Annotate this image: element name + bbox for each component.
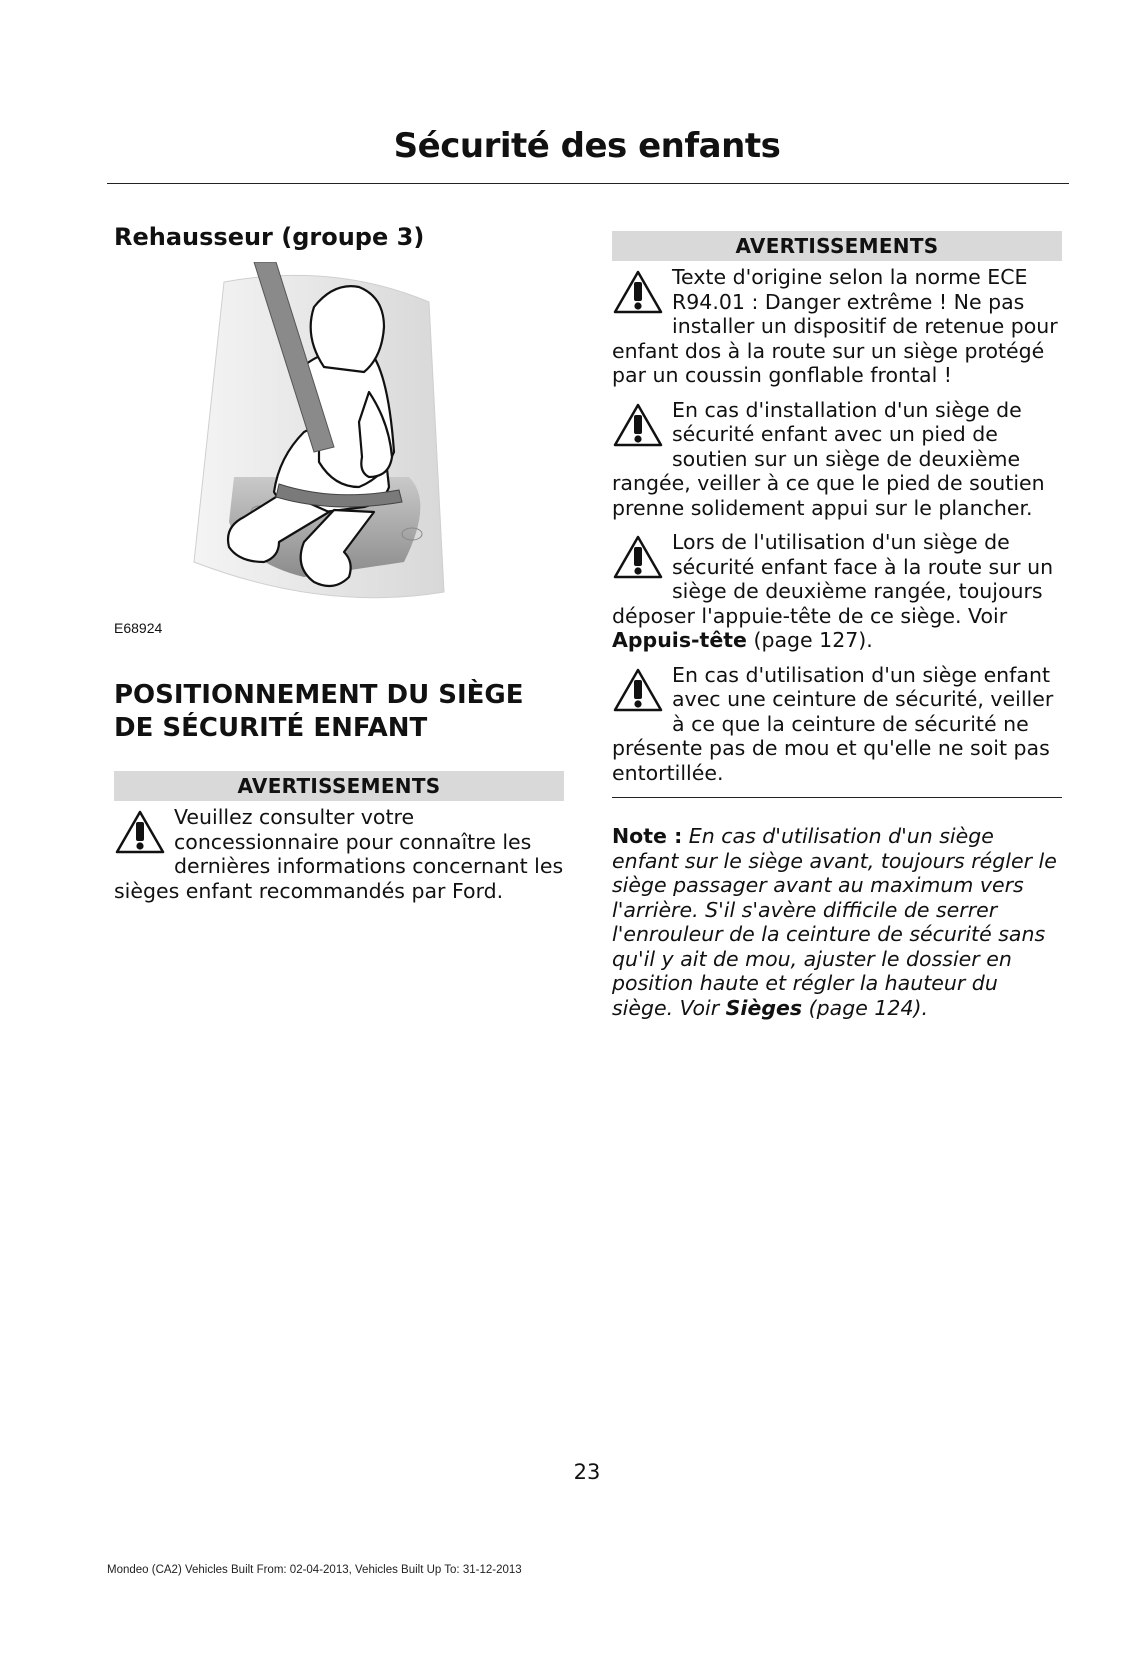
- booster-subheading: Rehausseur (groupe 3): [114, 223, 425, 251]
- warning-triangle-icon: [612, 667, 668, 715]
- warning-text: En cas d'utilisation d'un siège enfant avec une ceinture de sécurité, veiller à ce que la ceinture de sécurité ne présente pas de mou et qu'elle ne soit pas entortillée.: [612, 662, 1054, 785]
- right-column: [612, 231, 1062, 1020]
- warning-text: Veuillez consulter votre concessionnaire pour connaître les dernières informations concernant les sièges enfant recommandés par Ford.: [114, 805, 564, 903]
- warning-text: Lors de l'utilisation d'un siège de sécurité enfant face à la route sur un siège de deuxième rangée, toujours déposer l'appuie-tête de ce siège. Voir: [612, 530, 1054, 628]
- warning-text-suffix: (page 127).: [746, 628, 873, 652]
- note-text-suffix: (page 124).: [802, 995, 929, 1020]
- left-column: [114, 222, 564, 903]
- warnings-end-divider: [612, 797, 1062, 798]
- page-number: 23: [573, 1460, 601, 1484]
- figure-code: E68924: [114, 620, 163, 636]
- warning-triangle-icon: [612, 402, 668, 450]
- booster-seat-illustration: [114, 262, 464, 647]
- warning-item: [612, 398, 1062, 521]
- page-title: Sécurité des enfants: [393, 126, 781, 166]
- warning-item: [612, 265, 1062, 388]
- warning-triangle-icon: [612, 269, 668, 317]
- warning-item: [612, 530, 1062, 653]
- headrest-reference-link[interactable]: Appuis-tête: [612, 628, 747, 652]
- footer-text: Mondeo (CA2) Vehicles Built From: 02-04-2013, Vehicles Built Up To: 31-12-2013: [107, 1564, 522, 1576]
- warning-triangle-icon: [612, 534, 668, 582]
- warnings-header: AVERTISSEMENTS: [612, 231, 1062, 261]
- warning-item: [114, 805, 564, 903]
- note-label: Note :: [612, 824, 683, 848]
- warning-text: Texte d'origine selon la norme ECE R94.01 : Danger extrême ! Ne pas installer un dispositif de retenue pour enfant dos à la route sur un siège protégé par un coussin gonflable frontal !: [612, 265, 1058, 387]
- note-text: En cas d'utilisation d'un siège enfant sur le siège avant, toujours régler le siège passager avant au maximum vers l'arrière. S'il s'avère difficile de serrer l'enrouleur de la ceinture de sécurité sans qu'il y ait de mou, ajuster le dossier en position haute et régler la hauteur du siège. Voir: [612, 824, 1057, 1020]
- warning-item: [612, 663, 1062, 786]
- warning-text: En cas d'installation d'un siège de sécurité enfant avec un pied de soutien sur un siège de deuxième rangée, veiller à ce que le pied de soutien prenne solidement appui sur le plancher.: [612, 397, 1045, 520]
- seats-reference-link[interactable]: Sièges: [725, 995, 803, 1020]
- warnings-header: AVERTISSEMENTS: [114, 771, 564, 801]
- title-divider: [107, 183, 1069, 184]
- positioning-section-heading: POSITIONNEMENT DU SIÈGE DE SÉCURITÉ ENFANT: [114, 680, 524, 743]
- note-paragraph: [612, 824, 1062, 1020]
- warning-triangle-icon: [114, 809, 170, 857]
- child-on-booster-image: [184, 262, 464, 622]
